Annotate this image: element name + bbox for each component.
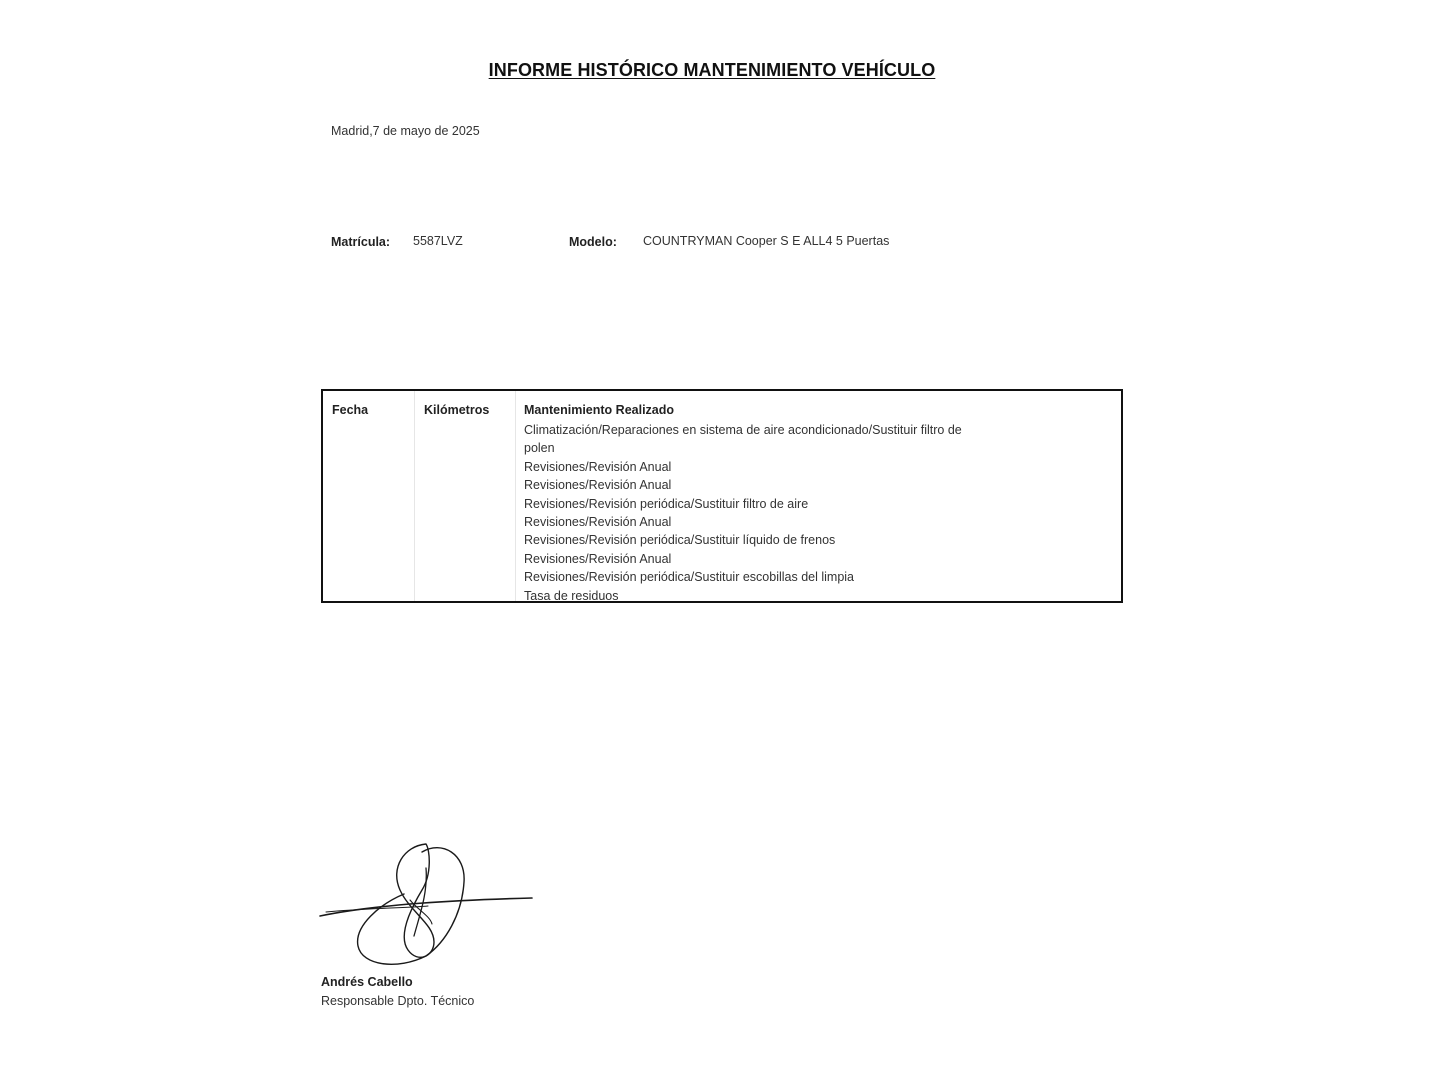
maintenance-line: Revisiones/Revisión periódica/Sustituir líquido de frenos bbox=[524, 533, 836, 548]
column-divider bbox=[414, 391, 415, 601]
header-date: Fecha bbox=[332, 403, 369, 417]
column-divider bbox=[515, 391, 516, 601]
maintenance-line: Revisiones/Revisión periódica/Sustituir filtro de aire bbox=[524, 496, 809, 511]
plate-label: Matrícula: bbox=[331, 235, 391, 249]
maintenance-line: Climatización/Reparaciones en sistema de aire acondicionado/Sustituir filtro de bbox=[524, 423, 962, 437]
maintenance-line: Revisiones/Revisión Anual bbox=[524, 551, 672, 566]
plate-value: 5587LVZ bbox=[413, 234, 463, 248]
model-label: Modelo: bbox=[569, 235, 617, 249]
maintenance-list bbox=[524, 421, 1024, 603]
report-title: INFORME HISTÓRICO MANTENIMIENTO VEHÍCULO bbox=[488, 60, 936, 80]
maintenance-line: polen bbox=[524, 441, 555, 456]
signer-role: Responsable Dpto. Técnico bbox=[321, 994, 475, 1008]
model-value: COUNTRYMAN Cooper S E ALL4 5 Puertas bbox=[643, 234, 890, 248]
maintenance-line: Revisiones/Revisión Anual bbox=[524, 515, 672, 530]
maintenance-line: Revisiones/Revisión Anual bbox=[524, 478, 672, 493]
report-date: Madrid,7 de mayo de 2025 bbox=[331, 124, 480, 138]
signer-name: Andrés Cabello bbox=[321, 975, 413, 989]
signature-image bbox=[318, 838, 538, 970]
maintenance-line: Revisiones/Revisión Anual bbox=[524, 459, 672, 474]
maintenance-table bbox=[321, 389, 1123, 603]
maintenance-line: Revisiones/Revisión periódica/Sustituir escobillas del limpia bbox=[524, 570, 855, 585]
header-maintenance: Mantenimiento Realizado bbox=[524, 403, 675, 417]
maintenance-line: Tasa de residuos bbox=[524, 588, 619, 603]
header-kilometers: Kilómetros bbox=[424, 403, 490, 417]
